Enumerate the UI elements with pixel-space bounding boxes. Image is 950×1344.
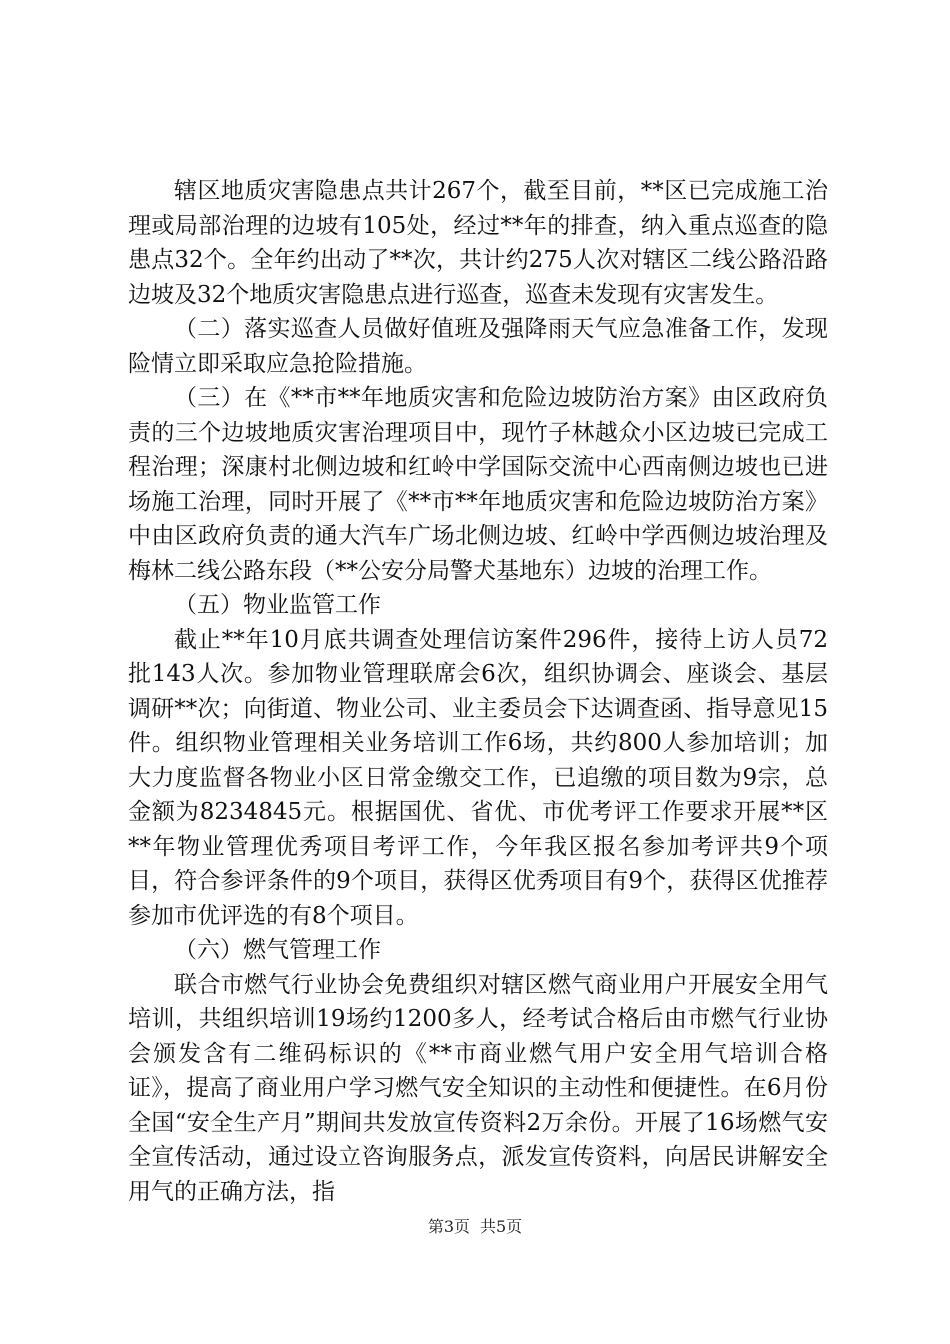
section-heading-gas-management: （六）燃气管理工作 bbox=[174, 937, 381, 963]
paragraph-property-supervision: 截止**年10月底共调查处理信访案件296件，接待上访人员72批143人次。参加物业管理联席会6次，组织协调会、座谈会、基层调研**次；向街道、物业公司、业主委员会下达调查函、指导意见15件。组织物业管理相关业务培训工作6场，共约800人参加培训；加大力度监督各物业小区日常金缴交工作，已追缴的项目数为9宗，总金额为8234845元。根据国优、省优、市优考评工作要求开展**区**年物业管理优秀项目考评工作，今年我区报名参加考评共9个项目，符合参评条件的9个项目，获得区优秀项目有9个，获得区优推荐参加市优评选的有8个项目。 bbox=[128, 626, 828, 929]
page-number-current: 第3页 bbox=[427, 1217, 470, 1236]
page-number-total: 共5页 bbox=[480, 1217, 523, 1236]
paragraph-gas-management: 联合市燃气行业协会免费组织对辖区燃气商业用户开展安全用气培训，共组织培训19场约1200多人，经考试合格后由市燃气行业协会颁发含有二维码标识的《**市商业燃气用户安全用气培训合格证》，提高了商业用户学习燃气安全知识的主动性和便捷性。在6月份全国“安全生产月”期间共发放宣传资料2万余份。开展了16场燃气安全宣传活动，通过设立咨询服务点，派发宣传资料，向居民讲解安全用气的正确方法，指 bbox=[128, 971, 828, 1205]
section-heading-property-supervision: （五）物业监管工作 bbox=[174, 592, 381, 618]
document-body bbox=[128, 174, 828, 1209]
paragraph-duty-emergency: （二）落实巡查人员做好值班及强降雨天气应急准备工作，发现险情立即采取应急抢险措施。 bbox=[128, 316, 828, 377]
paragraph-hazard-inspection: 辖区地质灾害隐患点共计267个，截至目前，**区已完成施工治理或局部治理的边坡有105处，经过**年的排查，纳入重点巡查的隐患点32个。全年约出动了**次，共计约275人次对辖区二线公路沿路边坡及32个地质灾害隐患点进行巡查，巡查未发现有灾害发生。 bbox=[128, 178, 828, 308]
page-footer bbox=[0, 1216, 950, 1238]
paragraph-slope-treatment: （三）在《**市**年地质灾害和危险边坡防治方案》由区政府负责的三个边坡地质灾害治理项目中，现竹子林越众小区边坡已完成工程治理；深康村北侧边坡和红岭中学国际交流中心西南侧边坡也已进场施工治理，同时开展了《**市**年地质灾害和危险边坡防治方案》中由区政府负责的通大汽车广场北侧边坡、红岭中学西侧边坡治理及梅林二线公路东段（**公安分局警犬基地东）边坡的治理工作。 bbox=[128, 385, 828, 584]
